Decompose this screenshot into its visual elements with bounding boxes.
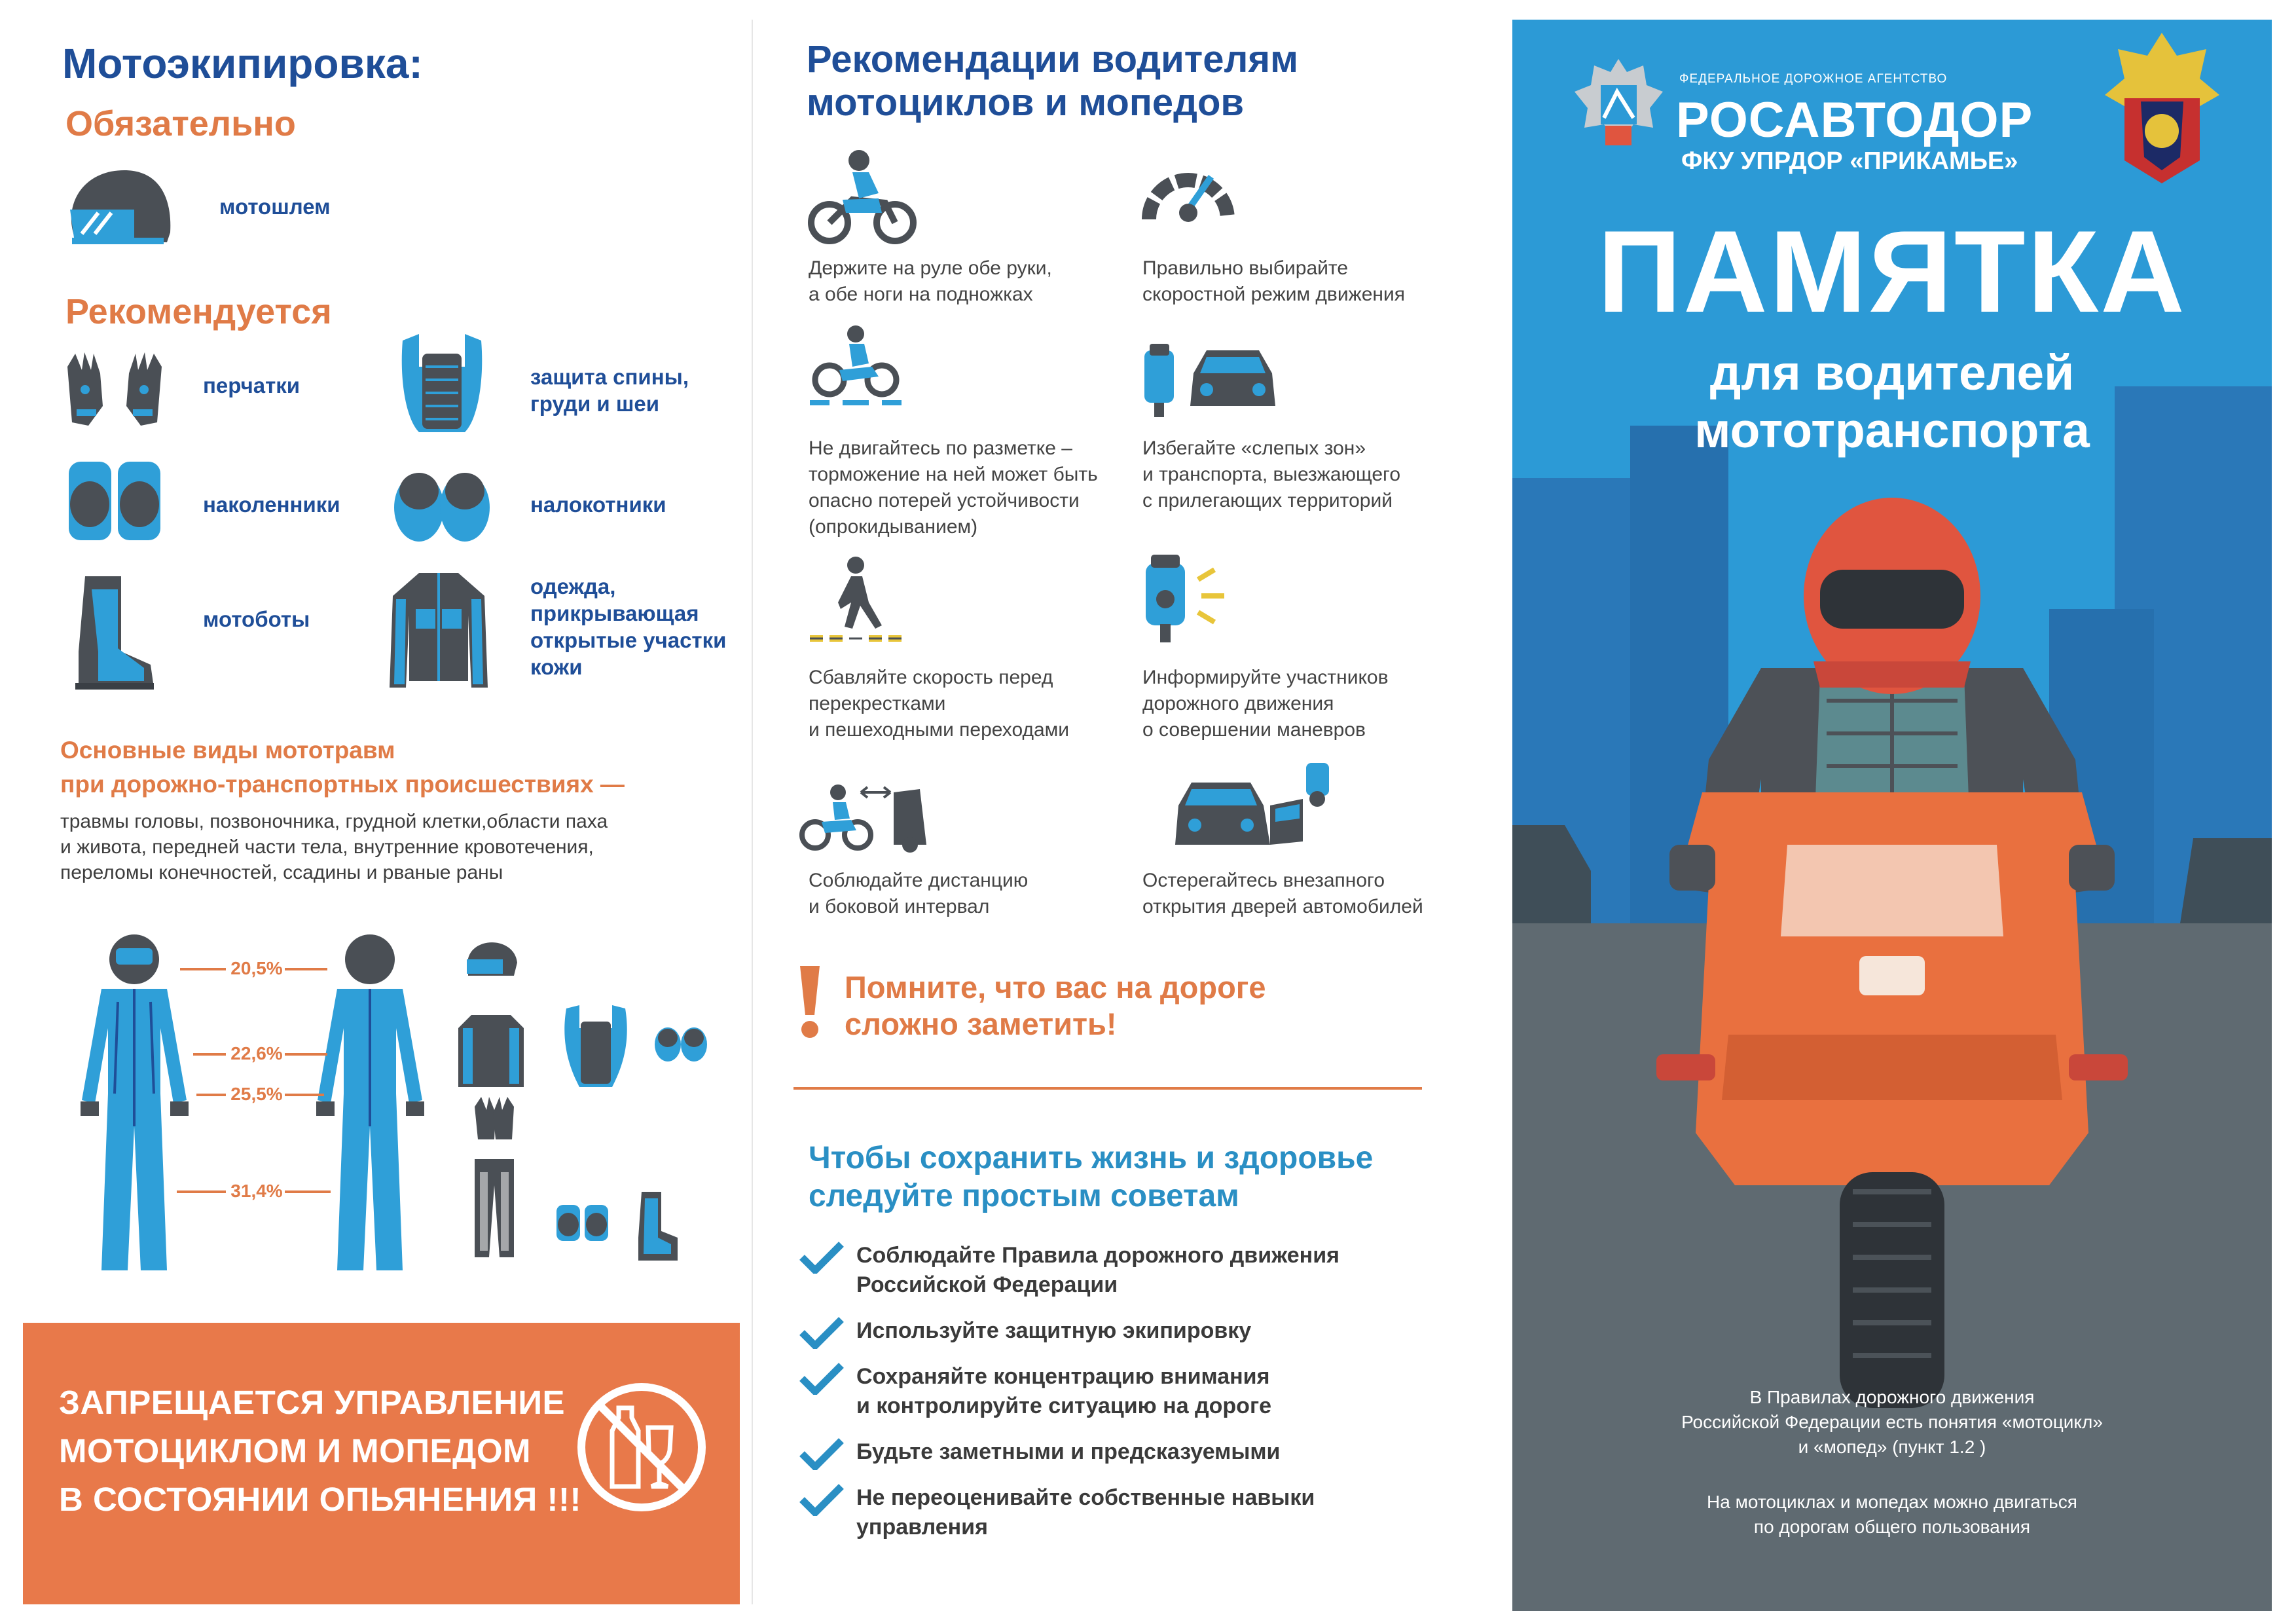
rec-signal-text: Информируйте участников дорожного движения о совершении маневров	[1142, 667, 1389, 741]
tips-list	[799, 1241, 1453, 1555]
boots-icon	[72, 573, 157, 691]
rec-door-text: Остерегайтесь внезапного открытия дверей автомобилей	[1142, 870, 1423, 917]
car-door-icon	[1172, 753, 1336, 858]
rec-crossing-text: Сбавляйте скорость перед перекрестками и пешеходными переходами	[809, 667, 1070, 741]
jacket-icon	[386, 570, 491, 691]
injury-percent-legs: 31,4%	[230, 1181, 283, 1201]
blind-spot-icon	[1138, 341, 1282, 419]
warning-text: Помните, что вас на дороге сложно заметить!	[845, 970, 1266, 1041]
exclamation-icon	[793, 963, 826, 1041]
tip-item: Соблюдайте Правила дорожного движения Российской Федерации	[799, 1241, 1453, 1306]
recommended-item-gloves: перчатки	[203, 373, 301, 397]
checkmark-icon	[799, 1437, 845, 1470]
recommended-title: Рекомендуется	[65, 292, 332, 331]
rec-distance-text: Соблюдайте дистанцию и боковой интервал	[809, 870, 1029, 917]
agency-small: ФЕДЕРАЛЬНОЕ ДОРОЖНОЕ АГЕНТСТВО	[1679, 72, 1948, 86]
required-title: Обязательно	[65, 104, 296, 143]
required-item-helmet: мотошлем	[219, 194, 331, 219]
tip-item: Будьте заметными и предсказуемыми	[799, 1437, 1453, 1477]
speedometer-icon	[1139, 147, 1237, 239]
injury-percent-chest: 22,6%	[230, 1043, 283, 1063]
panel-recommendations	[753, 0, 1512, 1624]
back-protector-icon	[393, 327, 491, 439]
checkmark-icon	[799, 1241, 845, 1274]
injury-diagram	[56, 930, 717, 1277]
cover-title: ПАМЯТКА	[1597, 206, 2187, 337]
pedestrian-icon	[807, 553, 905, 645]
distance-icon	[799, 773, 930, 855]
prohibition-text: ЗАПРЕЩАЕТСЯ УПРАВЛЕНИЕ МОТОЦИКЛОМ И МОПЕДОМ В СОСТОЯНИИ ОПЬЯНЕНИЯ !!!	[59, 1384, 581, 1518]
panel-cover	[1512, 0, 2296, 1624]
elbow-pads-icon	[393, 455, 491, 547]
recommended-item-knee: наколенники	[203, 492, 340, 517]
no-alcohol-icon	[573, 1378, 710, 1516]
injury-percent-head: 20,5%	[230, 958, 283, 978]
tip-item: Используйте защитную экипировку	[799, 1316, 1453, 1356]
road-marking-icon	[807, 321, 905, 409]
helmet-icon	[62, 160, 173, 252]
rec-speed-text: Правильно выбирайте скоростной режим движения	[1142, 257, 1405, 305]
recommendations-title: Рекомендации водителям мотоциклов и мопедов	[807, 38, 1299, 124]
agency-sub: ФКУ УПРДОР «ПРИКАМЬЕ»	[1681, 147, 2018, 175]
knee-pads-icon	[62, 455, 167, 547]
agency-name: РОСАВТОДОР	[1676, 92, 2033, 148]
rec-marking-text: Не двигайтесь по разметке – торможение на ней может быть опасно потерей устойчивости (опрокидыванием)	[809, 437, 1098, 538]
equipment-set	[458, 942, 707, 1261]
emblem-icon	[1571, 52, 1666, 160]
recommended-item-elbow: налокотники	[530, 492, 666, 517]
cover-footer-2: На мотоциклах и мопедах можно двигаться по дорогам общего пользования	[1707, 1492, 2077, 1537]
injury-percent-arms: 25,5%	[230, 1084, 283, 1104]
prohibition-banner	[23, 1323, 740, 1604]
panel-equipment	[0, 0, 753, 1624]
equipment-title: Мотоэкипировка:	[62, 40, 423, 87]
tip-item: Не переоценивайте собственные навыки управления	[799, 1483, 1453, 1549]
cover-background	[1512, 20, 2272, 1611]
checkmark-icon	[799, 1483, 845, 1516]
cover-subtitle: для водителей мототранспорта	[1694, 345, 2090, 458]
recommended-item-back: защита спины, груди и шеи	[530, 365, 689, 416]
checkmark-icon	[799, 1316, 845, 1349]
advice-title: Чтобы сохранить жизнь и здоровье следуйте простым советам	[809, 1141, 1374, 1213]
rec-hands-text: Держите на руле обе руки, а обе ноги на подножках	[809, 257, 1052, 305]
motorcyclist-icon	[807, 147, 918, 246]
rec-blindspot-text: Избегайте «слепых зон» и транспорта, выезжающего с прилегающих территорий	[1142, 437, 1401, 511]
gloves-icon	[62, 347, 167, 432]
tip-item: Сохраняйте концентрацию внимания и контролируйте ситуацию на дороге	[799, 1362, 1453, 1428]
recommended-item-boots: мотоботы	[203, 607, 310, 631]
police-emblem-icon	[2102, 29, 2223, 190]
injuries-title: Основные виды мототравм при дорожно-транспортных происшествиях —	[60, 737, 625, 798]
cover-footer-1: В Правилах дорожного движения Российской Федерации есть понятия «мотоцикл» и «мопед» (пункт 1.2 )	[1681, 1387, 2103, 1457]
section-divider	[793, 1087, 1422, 1090]
injuries-text: травмы головы, позвоночника, грудной клетки,области паха и живота, передней части тела, внутренние кровотечения, переломы конечностей, ссадины и рваные раны	[60, 811, 608, 883]
recommended-item-clothing: одежда, прикрывающая открытые участки кожи	[530, 574, 727, 679]
checkmark-icon	[799, 1362, 845, 1395]
back-figure	[316, 934, 424, 1270]
front-figure	[81, 934, 189, 1270]
signal-icon	[1139, 553, 1237, 645]
